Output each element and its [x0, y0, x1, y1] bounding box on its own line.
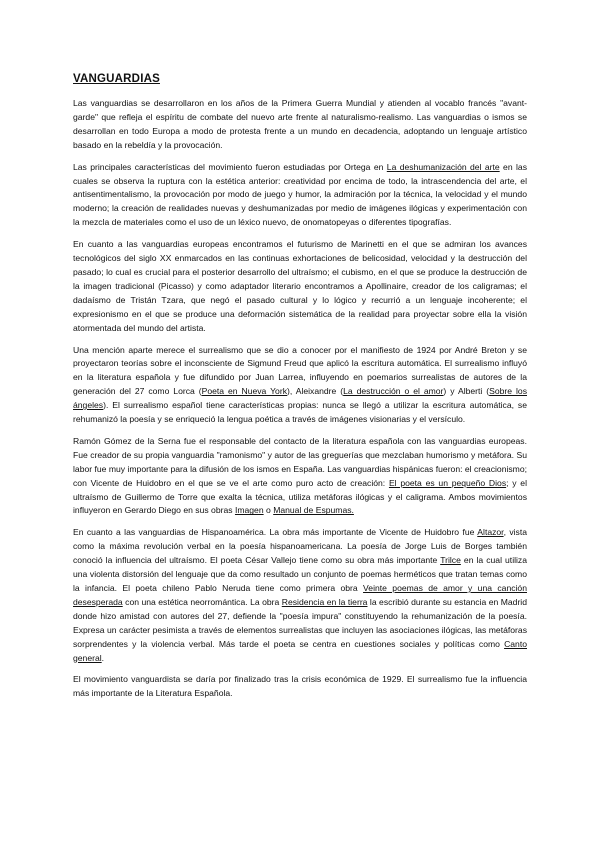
work-title: Residencia en la tierra — [281, 596, 368, 607]
text-run: . — [101, 652, 105, 663]
text-run: en la cual utiliza una violenta distorsión del lenguaje que da como resultado un conjunto de poemas herméticos que tratan temas como la infancia. El poeta chileno Pablo Neruda tiene como primera obra — [73, 555, 527, 593]
work-title: Altazor — [477, 527, 504, 538]
paragraph — [73, 526, 527, 665]
work-title: La destrucción o el amor — [343, 386, 444, 397]
work-title: Veinte poemas de amor y una canción desesperada — [73, 583, 527, 607]
work-title: Manual de Espumas. — [273, 505, 354, 516]
work-title: Trilce — [440, 555, 461, 566]
work-title: La deshumanización del arte — [386, 161, 500, 172]
text-run: o — [263, 505, 274, 516]
paragraph — [73, 238, 527, 335]
work-title: Imagen — [234, 505, 264, 516]
paragraph — [73, 344, 527, 427]
work-title: El poeta es un pequeño Dios — [388, 477, 507, 488]
work-title: Canto general — [73, 638, 527, 663]
document-title: VANGUARDIAS — [73, 73, 160, 85]
text-run: En cuanto a las vanguardias de Hispanoamérica. La obra más importante de Vicente de Huidobro fue — [73, 527, 478, 538]
document-body — [73, 97, 527, 709]
text-run: Las vanguardias se desarrollaron en los años de la Primera Guerra Mundial y atienden al vocablo francés "avant-garde" que refleja el espíritu de combate del nuevo arte frente al naturalismo-realismo. Las vanguardias o ismos se desarrollan en todo Europa a modo de protesta frente a un mundo en decadencia, adoptando un lenguaje artístico basado en la rebeldía y la provocación. — [73, 98, 527, 150]
text-run: Las principales características del movimiento fueron estudiadas por Ortega en — [73, 161, 387, 172]
text-run: ) y Alberti ( — [443, 386, 490, 397]
text-run: ). El surrealismo español tiene características propias: nunca se llegó a utilizar la escritura automática, se rehumanizó la poesía y se enriqueció la lengua poética a través de imágenes visionarias y el versículo. — [73, 400, 527, 425]
text-run: en las cuales se observa la ruptura con la estética anterior: creatividad por encima de todo, la intrascendencia del arte, el antisentimentalismo, la provocación por modo de juego y humor, la admiración por la técnica, la velocidad y el mundo moderno; la creación de realidades nuevas y deshumanizadas por medio de imágenes ilógicas y experimentación con la mezcla de materiales como el uso de un léxico nuevo, de onomatopeyas o diferentes tipografías. — [73, 161, 527, 228]
text-run: El movimiento vanguardista se daría por finalizado tras la crisis económica de 1929. El surrealismo fue la influencia más importante de la Literatura Española. — [73, 674, 527, 699]
text-run: , vista como la máxima revolución verbal en la poesía hispanoamericana. La poesía de Jorge Luis de Borges también conoció la influencia del ultraísmo. El poeta César Vallejo tiene como su obra más importante — [73, 527, 527, 566]
paragraph — [73, 673, 527, 701]
work-title: Sobre los ángeles — [73, 386, 527, 411]
text-run: ), Aleixandre ( — [287, 386, 344, 397]
work-title: Poeta en Nueva York — [201, 386, 287, 397]
text-run: Ramón Gómez de la Serna fue el responsable del contacto de la literatura española con las vanguardias europeas. Fue creador de su propia vanguardia "ramonismo" y autor de las greguerías que mezclaban humorismo y metáfora. Su labor fue muy importante para la difusión de los ismos en España. Las vanguardias hispánicas fueron: el creacionismo; con Vicente de Huidobro en el que se ve el arte como puro acto de creación: — [73, 435, 527, 488]
text-run: ; y el ultraísmo de Guillermo de Torre que exalta la técnica, utiliza metáforas ilógicas y el caligrama. Ambos movimientos influyeron en Gerardo Diego en sus obras — [73, 477, 527, 516]
paragraph — [73, 97, 527, 153]
text-run: En cuanto a las vanguardias europeas encontramos el futurismo de Marinetti en el que se admiran los avances tecnológicos del siglo XX enmarcados en las continuas exhortaciones de belicosidad, velocidad y la destrucción del pasado; lo cual es crucial para el posterior desarrollo del ultraísmo; el cubismo, en el que se produce la destrucción de la imagen tradicional (Picasso) y como adaptador literario encontramos a Apollinaire, creador de los caligramas; el dadaísmo de Tristán Tzara, que negó el pasado cultural y lo lógico y recurrió a un lenguaje incoherente; el expresionismo en el que se produce una deformación sistemática de la realidad para proyectar sobre ella la visión atormentada del mundo del artista. — [73, 239, 527, 333]
text-run: con una estética neorromántica. La obra — [122, 596, 282, 607]
paragraph — [73, 161, 527, 231]
paragraph — [73, 435, 527, 518]
text-run: Una mención aparte merece el surrealismo que se dio a conocer por el manifiesto de 1924 por André Breton y se proyectaron teorías sobre el inconsciente de Sigmund Freud que aplicó la escritura automática. El surrealismo influyó en la literatura española y fue difundido por Juan Larrea, influyendo en poemarios surrealistas de autores de la generación del 27 como Lorca ( — [73, 344, 527, 397]
text-run: la escribió durante su estancia en Madrid donde hizo amistad con autores del 27, defiende la "poesía impura" constituyendo la rehumanización de la poesía. Expresa un carácter pesimista a través de elementos surrealistas que incluyen las asociaciones ilógicas, las metáforas sorprendentes y la violencia verbal. Más tarde el poeta se centra en cuestiones sociales y políticas como — [73, 596, 527, 649]
